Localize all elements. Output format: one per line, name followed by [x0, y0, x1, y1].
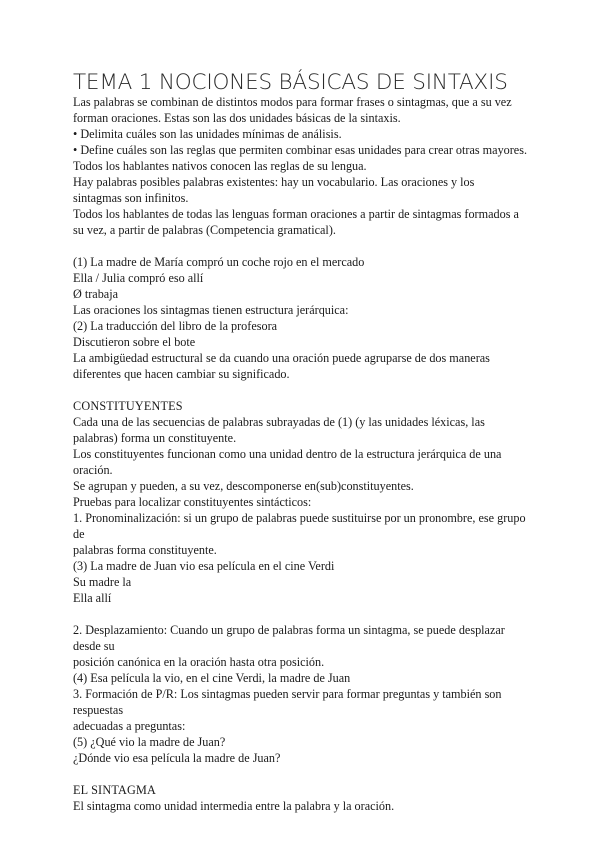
- text-line: diferentes que hacen cambiar su significado.: [73, 367, 290, 381]
- example-line: Su madre la: [73, 575, 132, 589]
- text-line: forman oraciones. Estas son las dos unidades básicas de la sintaxis.: [73, 111, 401, 125]
- text-line: Se agrupan y pueden, a su vez, descomponerse en(sub)constituyentes.: [73, 479, 414, 493]
- text-line: adecuadas a preguntas:: [73, 719, 186, 733]
- text-line: Hay palabras posibles palabras existentes: hay un vocabulario. Las oraciones y los: [73, 175, 475, 189]
- text-line: oración.: [73, 463, 113, 477]
- text-line: Cada una de las secuencias de palabras subrayadas de (1) (y las unidades léxicas, las: [73, 415, 485, 429]
- example-line: (4) Esa película la vio, en el cine Verdi, la madre de Juan: [73, 671, 351, 685]
- text-line: 3. Formación de P/R: Los sintagmas pueden servir para formar preguntas y también son: [73, 687, 502, 701]
- text-line: Todos los hablantes nativos conocen las reglas de su lengua.: [73, 159, 367, 173]
- example-line: (3) La madre de Juan vio esa película en el cine Verdi: [73, 559, 335, 573]
- text-line: sintagmas son infinitos.: [73, 191, 189, 205]
- text-line: desde su: [73, 639, 115, 653]
- document-title: TEMA 1 NOCIONES BÁSICAS DE SINTAXIS: [73, 70, 508, 95]
- text-line: Los constituyentes funcionan como una unidad dentro de la estructura jerárquica de una: [73, 447, 502, 461]
- text-line: palabras) forma un constituyente.: [73, 431, 237, 445]
- text-line: El sintagma como unidad intermedia entre la palabra y la oración.: [73, 799, 395, 813]
- example-line: Ø trabaja: [73, 287, 119, 301]
- text-line: 1. Pronominalización: si un grupo de palabras puede sustituirse por un pronombre, ese grupo: [73, 511, 526, 525]
- text-line: su vez, a partir de palabras (Competencia gramatical).: [73, 223, 336, 237]
- text-line: 2. Desplazamiento: Cuando un grupo de palabras forma un sintagma, se puede desplazar: [73, 623, 505, 637]
- text-line: posición canónica en la oración hasta otra posición.: [73, 655, 325, 669]
- text-line: Las oraciones los sintagmas tienen estructura jerárquica:: [73, 303, 349, 317]
- example-line: (2) La traducción del libro de la profesora: [73, 319, 278, 333]
- text-line: Las palabras se combinan de distintos modos para formar frases o sintagmas, que a su vez: [73, 95, 512, 109]
- text-line: de: [73, 527, 85, 541]
- text-line: Todos los hablantes de todas las lenguas forman oraciones a partir de sintagmas formados a: [73, 207, 519, 221]
- section-heading-el-sintagma: EL SINTAGMA: [73, 783, 157, 797]
- text-line: respuestas: [73, 703, 124, 717]
- text-line: palabras forma constituyente.: [73, 543, 217, 557]
- bullet-line: • Delimita cuáles son las unidades mínimas de análisis.: [73, 127, 342, 141]
- example-line: Ella / Julia compró eso allí: [73, 271, 204, 285]
- example-line: Discutieron sobre el bote: [73, 335, 196, 349]
- example-line: (5) ¿Qué vio la madre de Juan?: [73, 735, 226, 749]
- text-line: La ambigüedad estructural se da cuando una oración puede agruparse de dos maneras: [73, 351, 490, 365]
- example-line: Ella allí: [73, 591, 112, 605]
- bullet-line: • Define cuáles son las reglas que permiten combinar esas unidades para crear otras mayores.: [73, 143, 528, 157]
- example-line: ¿Dónde vio esa película la madre de Juan?: [73, 751, 281, 765]
- example-line: (1) La madre de María compró un coche rojo en el mercado: [73, 255, 365, 269]
- text-line: Pruebas para localizar constituyentes sintácticos:: [73, 495, 312, 509]
- section-heading-constituyentes: CONSTITUYENTES: [73, 399, 183, 413]
